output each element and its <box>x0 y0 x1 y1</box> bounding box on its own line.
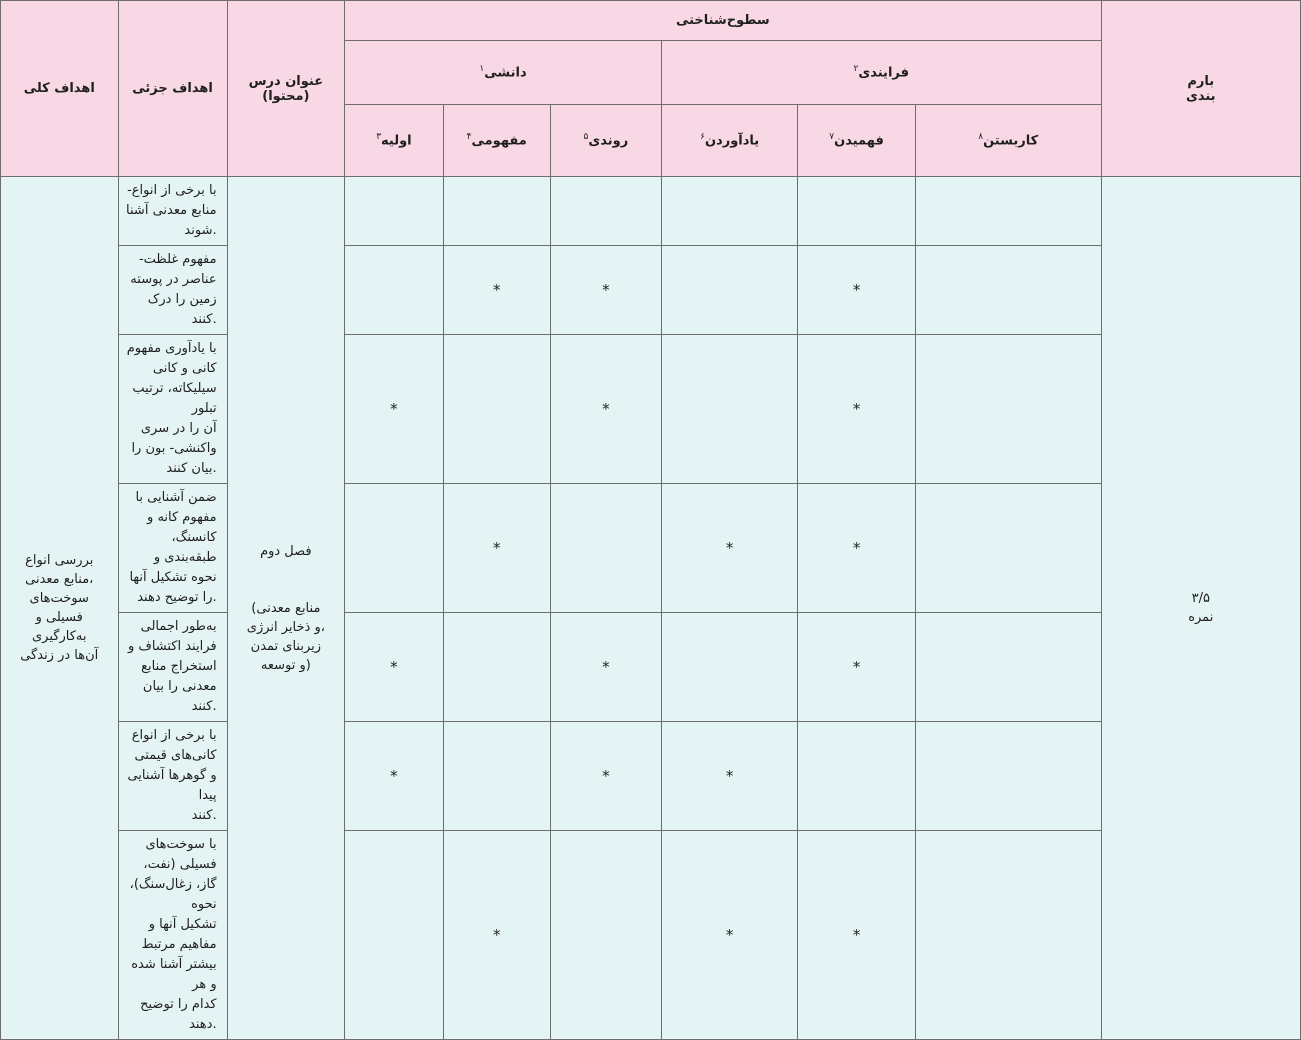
mark-cell <box>443 613 550 722</box>
mark-cell: * <box>661 722 797 831</box>
lesson-title-header <box>227 1 345 177</box>
mark-cell <box>915 831 1101 1040</box>
footnote-marker: ۱ <box>479 64 485 75</box>
mark-cell <box>798 177 916 246</box>
partial-goal-cell: ضمن آشنایی با مفهوم کانه و کانسنگ، طبقه‌بندی و نحوه تشکیل آنها را توضیح دهند. <box>118 484 227 613</box>
mark-cell: * <box>443 246 550 335</box>
footnote-marker: ۷ <box>829 132 835 143</box>
footnote-marker: ۴ <box>466 132 472 143</box>
mark-cell: * <box>661 831 797 1040</box>
lesson-text: فصل دوم (منابع معدنی و ذخایر انرژی، زیربنای تمدن و توسعه) <box>234 542 339 675</box>
footnote-marker: ۳ <box>376 132 382 143</box>
mark-cell <box>443 722 550 831</box>
sublevel-header-applying: کاربستن$^۸$ <box>915 105 1101 177</box>
sublevel-header-understanding: فهمیدن$^۷$ <box>798 105 916 177</box>
mark-cell <box>798 722 916 831</box>
footnote-marker: ۲ <box>853 64 859 75</box>
mark-cell <box>345 831 444 1040</box>
mark-cell <box>915 177 1101 246</box>
mark-cell <box>443 335 550 484</box>
score-cell <box>1101 177 1300 1040</box>
mark-cell <box>550 177 661 246</box>
mark-cell: * <box>345 335 444 484</box>
partial-goal-cell: به‌طور اجمالی فرایند اکتشاف و استخراج منابع معدنی را بیان کنند. <box>118 613 227 722</box>
mark-cell: * <box>798 484 916 613</box>
knowledge-label: دانشی <box>484 65 527 81</box>
partial-goal-cell: -با برخی از انواع منابع معدنی آشنا شوند. <box>118 177 227 246</box>
mark-cell <box>915 613 1101 722</box>
general-goal-cell <box>1 177 119 1040</box>
mark-cell <box>915 335 1101 484</box>
process-header <box>661 41 1101 105</box>
mark-cell <box>915 246 1101 335</box>
footnote-marker: ۶ <box>700 132 705 143</box>
sublevel-header-conceptual: مفهومی$^۴$ <box>443 105 550 177</box>
mark-cell <box>915 722 1101 831</box>
mark-cell: * <box>443 484 550 613</box>
partial-goal-cell: با سوخت‌های فسیلی (نفت، گاز، زغال‌سنگ)، نحوه تشکیل آنها و مفاهیم مرتبط بیشتر آشنا شده و هر کدام را توضیح دهند. <box>118 831 227 1040</box>
mark-cell <box>443 177 550 246</box>
mark-cell <box>915 484 1101 613</box>
mark-cell: * <box>661 484 797 613</box>
footnote-marker: ۵ <box>583 132 589 143</box>
mark-cell: * <box>550 246 661 335</box>
mark-cell <box>550 831 661 1040</box>
score-header-text: بارم بندی <box>1185 73 1216 104</box>
mark-cell <box>661 335 797 484</box>
partial-goal-cell: -مفهوم غلظت عناصر در پوسته زمین را درک کنند. <box>118 246 227 335</box>
mark-cell: * <box>550 335 661 484</box>
footnote-marker: ۸ <box>978 132 984 143</box>
mark-cell: * <box>345 722 444 831</box>
general-goals-header: اهداف کلی <box>1 1 119 177</box>
partial-goal-cell: با برخی از انواع کانی‌های قیمتی و گوهرها آشنایی پیدا کنند. <box>118 722 227 831</box>
table-row <box>1 177 1301 246</box>
mark-cell: * <box>345 613 444 722</box>
lesson-chapter: فصل دوم <box>260 543 312 559</box>
partial-goal-cell: با یادآوری مفهوم کانی و کانی سیلیکاته، ترتیب تبلور آن را در سری واکنشی- بون را بیان کنند. <box>118 335 227 484</box>
process-label: فرایندی <box>858 65 909 81</box>
sublevel-header-remembering: یادآوردن$^۶$ <box>661 105 797 177</box>
mark-cell: * <box>798 335 916 484</box>
score-header <box>1101 1 1300 177</box>
mark-cell <box>345 177 444 246</box>
lesson-title-header-text: عنوان درس (محتوا) <box>248 73 324 104</box>
mark-cell <box>661 177 797 246</box>
cognitive-levels-header: سطوح‌شناختی <box>345 1 1101 41</box>
partial-goals-header: اهداف جزئی <box>118 1 227 177</box>
mark-cell: * <box>550 722 661 831</box>
general-goal-text: بررسی انواع منابع معدنی، سوخت‌های فسیلی و به‌کارگیری آن‌ها در زندگی <box>20 553 99 663</box>
sublevel-header-primary: اولیه$^۳$ <box>345 105 444 177</box>
mark-cell: * <box>550 613 661 722</box>
mark-cell: * <box>798 613 916 722</box>
mark-cell <box>345 484 444 613</box>
mark-cell: * <box>798 246 916 335</box>
sublevel-header-procedural: روندی$^۵$ <box>550 105 661 177</box>
lesson-cell <box>227 177 345 1040</box>
mark-cell <box>345 246 444 335</box>
mark-cell <box>661 613 797 722</box>
mark-cell <box>661 246 797 335</box>
mark-cell <box>550 484 661 613</box>
knowledge-header <box>345 41 662 105</box>
score-text: ۳/۵ نمره <box>1188 591 1214 625</box>
mark-cell: * <box>798 831 916 1040</box>
mark-cell: * <box>443 831 550 1040</box>
